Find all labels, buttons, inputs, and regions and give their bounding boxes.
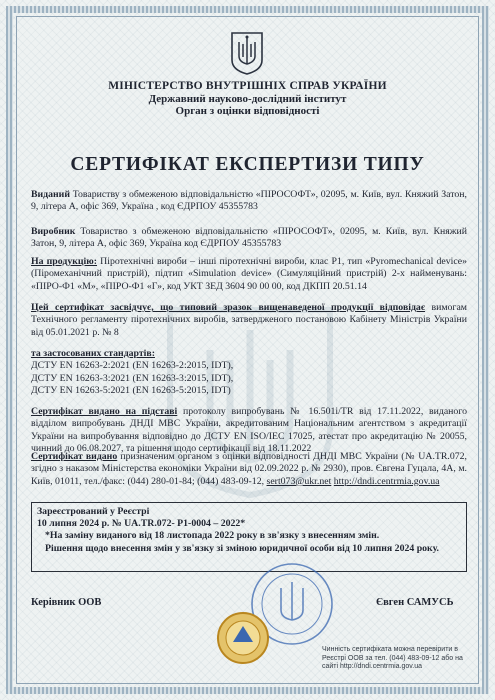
- signatory-name: Євген САМУСЬ: [376, 597, 454, 608]
- issuing-body-label: Сертифікат видано: [31, 451, 118, 462]
- issuing-body-section: [31, 451, 467, 488]
- signatory-title: Керівник ООВ: [31, 597, 102, 608]
- manufacturer-label: Виробник: [31, 226, 76, 237]
- document-title: СЕРТИФІКАТ ЕКСПЕРТИЗИ ТИПУ: [70, 154, 425, 175]
- issued-label: Виданий: [31, 189, 70, 200]
- organ-name: Орган з оцінки відповідності: [175, 105, 320, 117]
- manufacturer-section: [31, 226, 467, 251]
- product-section: [31, 256, 467, 293]
- issued-text: Товариству з обмеженою відповідальністю «ПІРОСОФТ», 02095, м. Київ, вул. Княжий Затон, 9, літера А, офіс 369, Україна , код ЄДРПОУ 45355783: [31, 189, 467, 213]
- certifies-text: вимогам Технічного регламенту піротехнічних виробів, затвердженого постановою Кабінету Міністрів України від 05.01.2021 р. № 8: [31, 302, 467, 338]
- certifies-label: Цей сертифікат засвідчує, що типовий зразок вищенаведеної продукції відповідає: [31, 302, 426, 313]
- standard-item: ДСТУ EN 16263-3:2021 (EN 16263-3:2015, IDT),: [31, 372, 234, 384]
- ministry-name: МІНІСТЕРСТВО ВНУТРІШНІХ СПРАВ УКРАЇНИ: [108, 80, 387, 92]
- issuing-body-text: призначеним органом з оцінки відповідності ДНДІ МВС України (№ UA.TR.072, згідно з наказом Міністерства економіки України від 02.09.2022 р. № 2930), пров. Євгена Гуцала, 4А, м. Київ, 01011, тел./факс: (044) 280-01-84; (044) 483-09-12,: [31, 451, 468, 487]
- certifies-section: [31, 302, 467, 339]
- basis-section: [31, 406, 467, 456]
- hologram-seal-icon: [215, 610, 271, 666]
- website-link[interactable]: http://dndi.centrmia.gov.ua: [333, 475, 440, 487]
- issued-section: [31, 189, 467, 214]
- institute-name: Державний науково-дослідний інститут: [148, 93, 347, 105]
- trident-emblem-icon: [229, 30, 265, 76]
- registry-note-replacement: *На заміну виданого від 18 листопада 2022 року в зв'язку з внесенням змін.: [45, 530, 380, 542]
- basis-text: протоколу випробувань № 16.501i/TR від 17.11.2022, виданого відділом випробувань ДНДІ МВС України, акредитованим Національним агентством з акредитації України на випробування відповідно до ДСТУ EN ISO/IEC 17025, атестат про акредитацію № 20055, чинний до 06.08.2027, та рішення щодо сертифікації від 18.11.2022: [31, 406, 467, 455]
- standard-item: ДСТУ EN 16263-5:2021 (EN 16263-5:2015, IDT): [31, 385, 231, 397]
- product-label: На продукцію:: [31, 256, 97, 267]
- registry-number: 10 липня 2024 р. № UA.TR.072- P1-0004 – 2022*: [37, 518, 246, 530]
- registry-label: Зареєстрований у Реєстрі: [37, 506, 150, 517]
- verification-note: Чинність сертифіката можна перевірити в Реєстрі ООВ за тел. (044) 483-09-12 або на сайті http://dndi.centrmia.gov.ua: [322, 646, 463, 671]
- standard-item: ДСТУ EN 16263-2:2021 (EN 16263-2:2015, IDT),: [31, 360, 234, 372]
- manufacturer-text: Товариство з обмеженою відповідальністю «ПІРОСОФТ», 02095, м. Київ, вул. Княжий Затон, 9, літера А, офіс 369, Україна код ЄДРПОУ 45355783: [31, 226, 467, 250]
- standards-label: та застосованих стандартів:: [31, 348, 155, 359]
- registry-note-change: Рішення щодо внесення змін у зв'язку зі зміною юридичної особи від 10 липня 2024 року.: [45, 542, 439, 554]
- email-link[interactable]: sert073@ukr.net: [266, 475, 332, 487]
- standards-section: [31, 348, 467, 398]
- product-text: Піротехнічні вироби – інші піротехнічні вироби, клас Р1, тип «Pyromechanical device» (Піромеханічний пристрій), підтип «Simulation device» (Симуляційний пристрій) 2-х найменувань: «ПІРО-Ф1 «М», «ПІРО-Ф1 «Г», код УКТ ЗЕД 3604 90 00 00, код ДКПП 20.51.14: [31, 256, 467, 292]
- basis-label: Сертифікат видано на підставі: [31, 406, 178, 417]
